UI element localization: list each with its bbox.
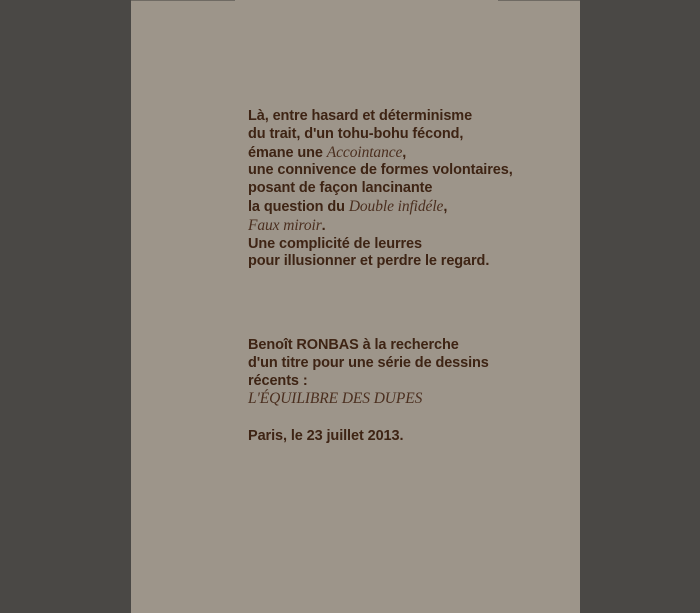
italic-word: Double infidéle bbox=[348, 197, 444, 215]
poem-line: une connivence de formes volontaires, bbox=[248, 162, 513, 179]
poem-text bbox=[248, 108, 513, 271]
italic-word: Accointance bbox=[326, 143, 403, 161]
series-title: L'ÉQUILIBRE DES DUPES bbox=[248, 390, 423, 408]
poem-line: émane une Accointance, bbox=[248, 143, 407, 161]
signature-line: Benoît RONBAS à la recherche bbox=[248, 337, 459, 353]
poem-line: Une complicité de leurres bbox=[248, 235, 422, 252]
poem-line: Faux miroir. bbox=[248, 216, 326, 234]
poem-line: pour illusionner et perdre le regard. bbox=[248, 253, 490, 270]
italic-word: Faux miroir bbox=[248, 216, 322, 234]
poem-line: du trait, d'un tohu-bohu fécond, bbox=[248, 125, 464, 142]
top-edge-line-left bbox=[131, 0, 235, 1]
place-date: Paris, le 23 juillet 2013. bbox=[248, 428, 404, 444]
poem-line: posant de façon lancinante bbox=[248, 180, 433, 197]
top-edge-line-right bbox=[498, 0, 580, 1]
document-page bbox=[131, 0, 580, 613]
signature-block bbox=[248, 337, 489, 408]
signature-line: d'un titre pour une série de dessins bbox=[248, 354, 489, 371]
signature-line: récents : bbox=[248, 372, 308, 389]
poem-line: la question du Double infidéle, bbox=[248, 197, 448, 215]
poem-line: Là, entre hasard et déterminisme bbox=[248, 108, 473, 124]
